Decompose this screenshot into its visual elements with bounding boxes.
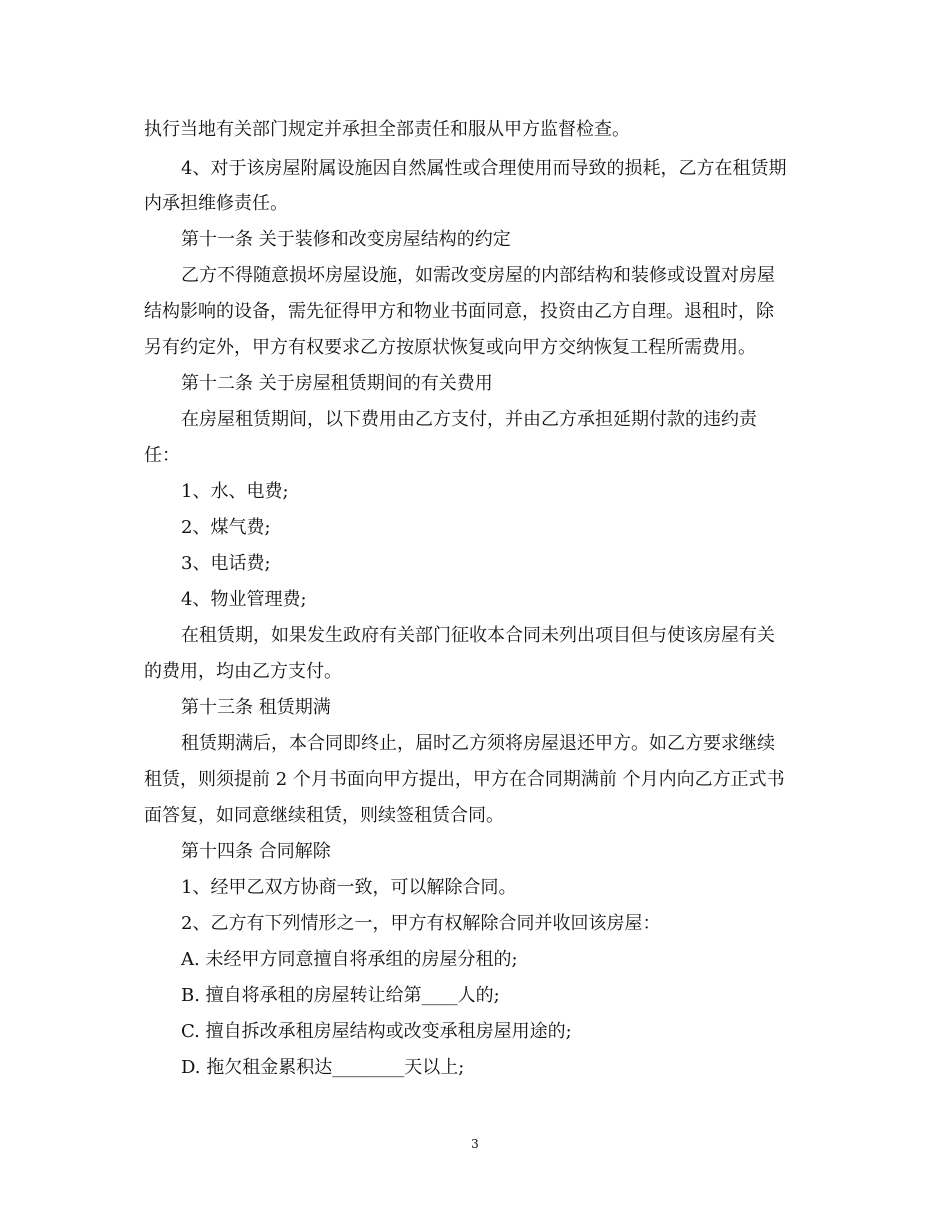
- paragraph-line: 另有约定外，甲方有权要求乙方按原状恢复或向甲方交纳恢复工程所需费用。: [144, 337, 756, 358]
- section-heading: 第十四条 合同解除: [181, 841, 331, 862]
- paragraph-line: 结构影响的设备，需先征得甲方和物业书面同意，投资由乙方自理。退租时，除: [144, 301, 774, 322]
- list-item: 3、电话费;: [181, 553, 271, 574]
- paragraph-line: 租赁，则须提前 2 个月书面向甲方提出，甲方在合同期满前 个月内向乙方正式书: [144, 769, 785, 790]
- paragraph-line: 内承担维修责任。: [144, 193, 288, 214]
- list-item: 2、乙方有下列情形之一，甲方有权解除合同并收回该房屋：: [181, 913, 661, 934]
- paragraph-line: 执行当地有关部门规定并承担全部责任和服从甲方监督检查。: [144, 119, 630, 140]
- list-item: C. 擅自拆改承租房屋结构或改变承租房屋用途的;: [181, 1021, 572, 1042]
- section-heading: 第十三条 租赁期满: [181, 697, 331, 718]
- paragraph-line: 在租赁期，如果发生政府有关部门征收本合同未列出项目但与使该房屋有关: [181, 625, 775, 646]
- list-item: 1、水、电费;: [181, 481, 289, 502]
- paragraph-line: 租赁期满后，本合同即终止，届时乙方须将房屋退还甲方。如乙方要求继续: [181, 733, 775, 754]
- section-heading: 第十二条 关于房屋租赁期间的有关费用: [181, 373, 493, 394]
- list-item: A. 未经甲方同意擅自将承组的房屋分租的;: [181, 949, 518, 970]
- paragraph-line: 任：: [144, 445, 180, 466]
- paragraph-line: 4、对于该房屋附属设施因自然属性或合理使用而导致的损耗，乙方在租赁期: [181, 158, 787, 179]
- list-item: 2、煤气费;: [181, 517, 271, 538]
- paragraph-line: 在房屋租赁期间，以下费用由乙方支付，并由乙方承担延期付款的违约责: [181, 409, 757, 430]
- list-item: 1、经甲乙双方协商一致，可以解除合同。: [181, 877, 517, 898]
- section-heading: 第十一条 关于装修和改变房屋结构的约定: [181, 229, 511, 250]
- list-item: B. 擅自将承租的房屋转让给第____人的;: [181, 985, 500, 1006]
- list-item: 4、物业管理费;: [181, 589, 307, 610]
- page-number: 3: [471, 1137, 479, 1151]
- paragraph-line: 的费用，均由乙方支付。: [144, 661, 342, 682]
- paragraph-line: 乙方不得随意损坏房屋设施，如需改变房屋的内部结构和装修或设置对房屋: [181, 265, 775, 286]
- paragraph-line: 面答复，如同意继续租赁，则续签租赁合同。: [144, 805, 504, 826]
- list-item: D. 拖欠租金累积达________天以上;: [181, 1057, 465, 1078]
